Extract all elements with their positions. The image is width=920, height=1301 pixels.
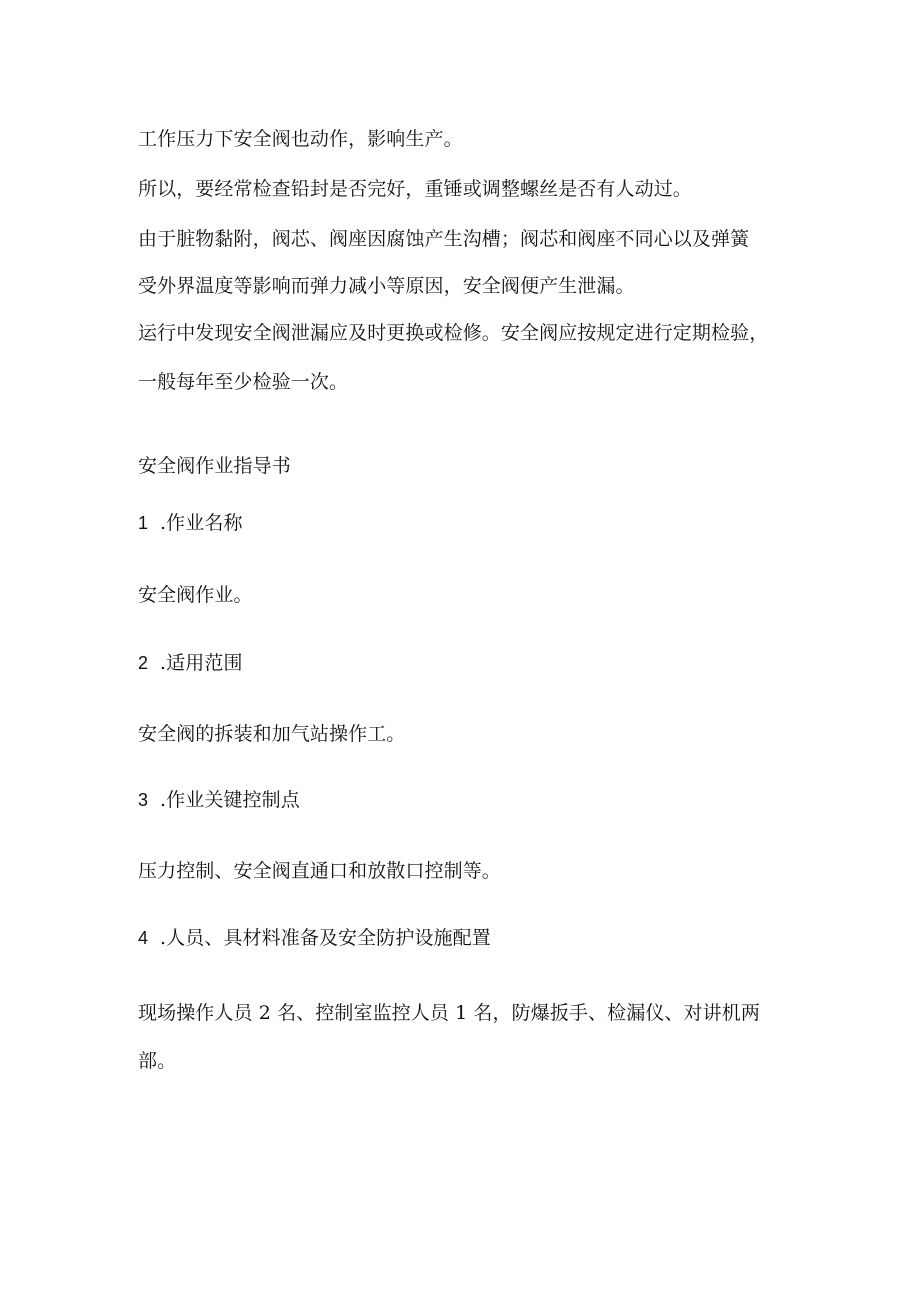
section-2-body: 安全阀的拆装和加气站操作工。 [138, 723, 406, 745]
section-4-body-line-2: 部。 [138, 1050, 177, 1072]
section-3-number: 3 [138, 790, 149, 810]
section-1-body: 安全阀作业。 [138, 584, 253, 606]
section-3-heading [138, 787, 828, 813]
paragraph-4-line-2: 一般每年至少检验一次。 [138, 371, 349, 393]
section-1-heading [138, 510, 828, 536]
section-4-heading [138, 925, 828, 951]
section-3-title: .作业关键控制点 [160, 789, 300, 811]
section-4-title: .人员、具材料准备及安全防护设施配置 [160, 927, 491, 949]
section-4-body-line-1: 现场操作人员 2 名、控制室监控人员 1 名，防爆扳手、检漏仪、对讲机两 [138, 1002, 760, 1024]
section-4-number: 4 [138, 928, 149, 948]
section-2-number: 2 [138, 653, 149, 673]
section-3-body: 压力控制、安全阀直通口和放散口控制等。 [138, 860, 501, 882]
section-2-title: .适用范围 [160, 652, 243, 674]
paragraph-3-line-1: 由于脏物黏附，阀芯、阀座因腐蚀产生沟槽；阀芯和阀座不同心以及弹簧 [138, 228, 750, 250]
section-2-heading [138, 650, 828, 676]
paragraph-1: 工作压力下安全阀也动作，影响生产。 [138, 128, 463, 150]
paragraph-4-line-1: 运行中发现安全阀泄漏应及时更换或检修。安全阀应按规定进行定期检验， [138, 322, 769, 344]
section-1-number: 1 [138, 513, 149, 533]
paragraph-2: 所以，要经常检查铅封是否完好，重锤或调整螺丝是否有人动过。 [138, 178, 692, 200]
paragraph-3-line-2: 受外界温度等影响而弹力减小等原因，安全阀便产生泄漏。 [138, 275, 635, 297]
section-1-title: .作业名称 [160, 512, 243, 534]
document-title: 安全阀作业指导书 [138, 455, 291, 477]
